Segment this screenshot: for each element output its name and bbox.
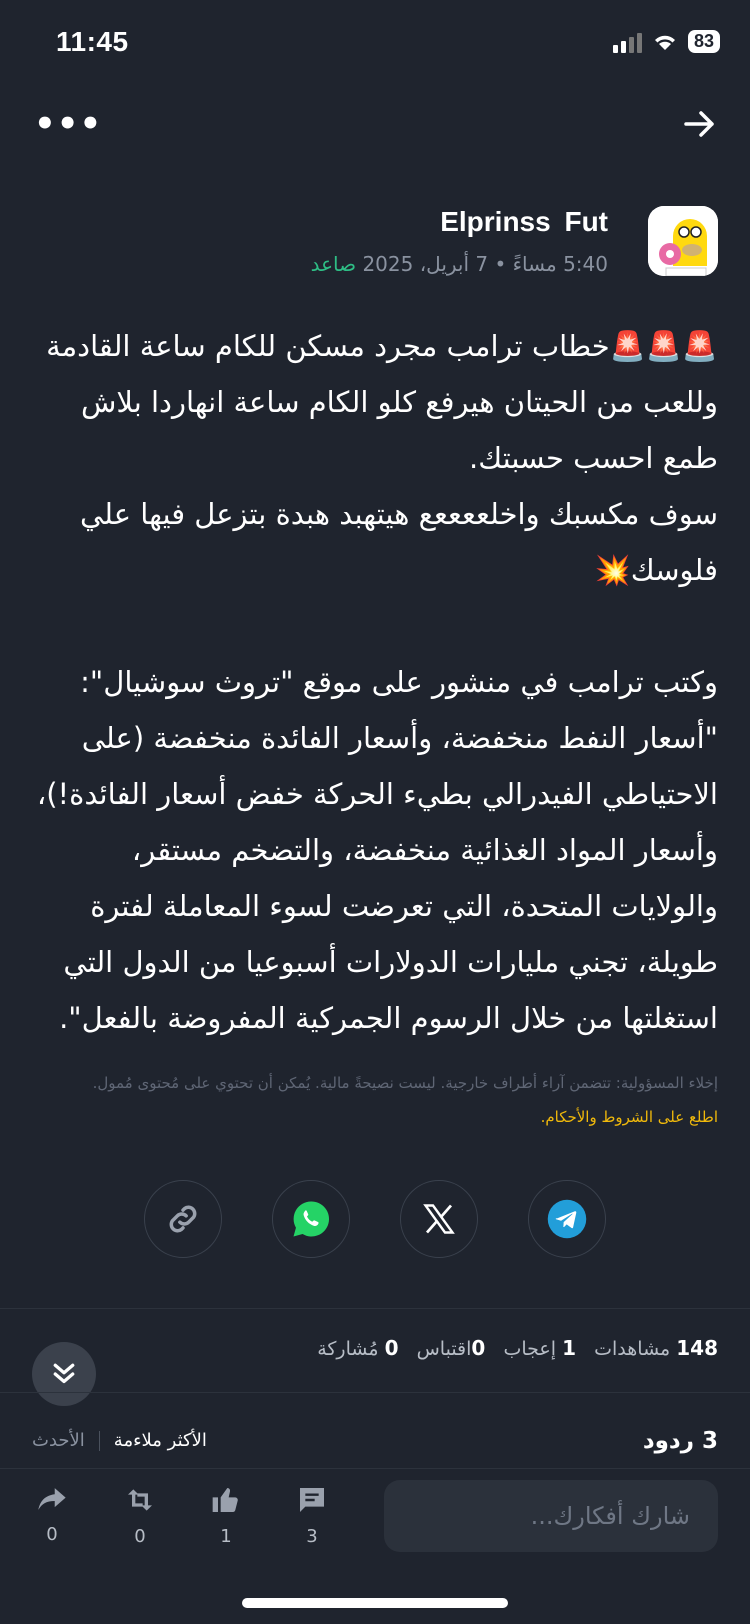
chevron-double-down-icon	[49, 1359, 79, 1389]
signal-icon	[613, 31, 642, 53]
link-icon	[164, 1200, 202, 1238]
telegram-share-button[interactable]	[528, 1180, 606, 1258]
shares-label: مُشاركة	[317, 1338, 379, 1360]
whatsapp-share-button[interactable]	[272, 1180, 350, 1258]
status-icons	[613, 30, 720, 53]
telegram-icon	[546, 1198, 588, 1240]
likes-count: 1	[562, 1336, 576, 1360]
like-icon	[209, 1484, 243, 1516]
views-label: مشاهدات	[594, 1338, 671, 1360]
more-icon[interactable]: •••	[34, 104, 103, 144]
quotes-label: اقتباس	[416, 1338, 472, 1360]
post-date: 7 أبريل، 2025	[362, 252, 489, 276]
share-icon	[35, 1484, 69, 1514]
comment-icon	[295, 1484, 329, 1516]
divider	[0, 1468, 750, 1469]
sentiment-badge: صاعد	[310, 252, 357, 276]
back-arrow-icon[interactable]	[684, 110, 716, 142]
meta-dot: •	[488, 252, 507, 276]
author-name[interactable]: Elprinss Fut	[440, 206, 608, 237]
divider	[0, 1308, 750, 1309]
quotes-count: 0	[471, 1336, 486, 1360]
status-time: 11:45	[56, 26, 129, 57]
shares-count: 0	[384, 1336, 399, 1360]
sort-separator	[99, 1431, 100, 1451]
repost-action[interactable]	[110, 1484, 170, 1547]
replies-title: 3 ردود	[642, 1428, 718, 1454]
comment-count: 3	[306, 1526, 318, 1547]
whatsapp-icon	[290, 1198, 332, 1240]
repost-icon	[123, 1484, 157, 1516]
share-action[interactable]	[22, 1484, 82, 1545]
post-body: 🚨🚨🚨خطاب ترامب مجرد مسكن للكام ساعة القادمة وللعب من الحيتان هيرفع كلو الكام ساعة انهاردا بلاش طمع احسب حسبتك. سوف مكسبك واخلععععع هيتهبد هبدة بتزعل فيها علي فلوسك💥 وكتب ترامب في منشور على موقع "تروث سوشيال": "أسعار النفط منخفضة، وأسعار الفائدة منخفضة (على الاحتياطي الفيدرالي بطيء الحركة خفض أسعار الفائدة!)، وأسعار المواد الغذائية منخفضة، والتضخم مستقر، والولايات المتحدة، التي تعرضت لسوء المعاملة لفترة طويلة، تجني مليارات الدولارات أسبوعيا من الدول التي استغلتها من خلال الرسوم الجمركية المفروضة بالفعل".	[36, 329, 718, 1035]
x-icon	[421, 1201, 457, 1237]
post-time: 5:40 مساءً	[512, 252, 608, 276]
x-share-button[interactable]	[400, 1180, 478, 1258]
like-action[interactable]	[196, 1484, 256, 1547]
sort-latest[interactable]: الأحدث	[32, 1430, 85, 1451]
terms-link[interactable]: اطلع على الشروط والأحكام.	[540, 1108, 718, 1126]
likes-label: إعجاب	[503, 1338, 557, 1360]
repost-count: 0	[134, 1526, 146, 1547]
disclaimer: إخلاء المسؤولية: تتضمن آراء أطراف خارجية. ليست نصيحةً مالية. يُمكن أن تحتوي على مُحتوى مُمول.	[92, 1074, 718, 1092]
share-count: 0	[46, 1524, 58, 1545]
divider	[0, 1392, 750, 1393]
scroll-down-button[interactable]	[32, 1342, 96, 1406]
like-count: 1	[220, 1526, 232, 1547]
copy-link-button[interactable]	[144, 1180, 222, 1258]
post-stats	[317, 1336, 718, 1360]
sort-relevant[interactable]: الأكثر ملاءمة	[113, 1430, 207, 1451]
views-count: 148	[676, 1336, 718, 1360]
comment-action[interactable]	[282, 1484, 342, 1547]
wifi-icon	[652, 32, 678, 52]
sort-options	[32, 1430, 207, 1451]
battery-icon: 83	[688, 30, 720, 53]
home-indicator	[242, 1598, 508, 1608]
post-meta	[311, 252, 608, 276]
reply-input[interactable]: شارك أفكارك...	[384, 1480, 718, 1552]
avatar[interactable]	[648, 206, 718, 276]
